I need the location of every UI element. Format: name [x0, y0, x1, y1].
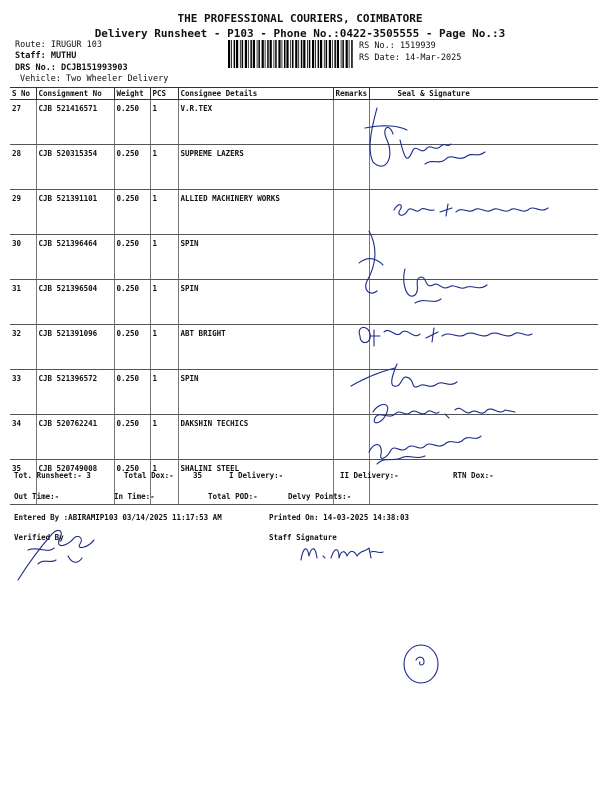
barcode-bar [282, 40, 283, 68]
header-weight: Weight [114, 88, 150, 100]
stamp-circle-ink [398, 640, 444, 686]
tot-runsheet: Tot. Runsheet:- 3 [14, 471, 91, 480]
barcode-bar [245, 40, 247, 68]
barcode-bar [275, 40, 277, 68]
barcode-bar [265, 40, 266, 68]
cell-consignment: CJB 521396504 [36, 280, 114, 325]
signature-ink-row-33 [345, 360, 475, 396]
barcode-bar [250, 40, 252, 68]
cell-pcs: 1 [150, 460, 178, 505]
cell-consignment: CJB 521396572 [36, 370, 114, 415]
cell-consignee: SPIN [178, 280, 333, 325]
ii-delivery: II Delivery:- [340, 471, 399, 480]
table-row [10, 235, 598, 280]
barcode-bar [337, 40, 339, 68]
barcode [228, 40, 354, 68]
barcode-bar [278, 40, 280, 68]
header-consignee: Consignee Details [178, 88, 333, 100]
barcode-bar [301, 40, 303, 68]
cell-sno: 34 [10, 415, 36, 460]
cell-pcs: 1 [150, 100, 178, 145]
barcode-bar [267, 40, 269, 68]
cell-sno: 27 [10, 100, 36, 145]
barcode-bar [298, 40, 299, 68]
entered-by: Entered By :ABIRAMIP103 03/14/2025 11:17:53 AM [14, 513, 222, 522]
cell-sno: 32 [10, 325, 36, 370]
barcode-bar [309, 40, 311, 68]
cell-pcs: 1 [150, 145, 178, 190]
barcode-bar [346, 40, 348, 68]
delvy-points: Delvy Points:- [288, 492, 352, 501]
cell-consignee: DAKSHIN TECHICS [178, 415, 333, 460]
drs-label: DRS No.: DCJB151993903 [15, 63, 128, 73]
total-dox-value: 35 [193, 471, 203, 480]
rs-number: RS No.: 1519939 [359, 41, 436, 51]
barcode-bar [262, 40, 264, 68]
signature-ink-row-34-35 [365, 400, 535, 470]
verified-signature-ink [8, 520, 108, 584]
signature-ink-row-27-28 [355, 100, 515, 180]
barcode-bar [286, 40, 288, 68]
total-dox-label: Total Dox:- [124, 471, 174, 480]
cell-weight: 0.250 [114, 235, 150, 280]
barcode-bar [292, 40, 294, 68]
barcode-bar [312, 40, 314, 68]
cell-sno: 31 [10, 280, 36, 325]
cell-remarks [333, 415, 369, 460]
vehicle-label: Vehicle: Two Wheeler Delivery [20, 74, 169, 84]
document-title: THE PROFESSIONAL COURIERS, COIMBATORE [177, 12, 423, 25]
cell-pcs: 1 [150, 235, 178, 280]
barcode-bar [320, 40, 322, 68]
staff-signature-ink [295, 540, 395, 564]
barcode-bar [274, 40, 275, 68]
cell-consignment: CJB 521391096 [36, 325, 114, 370]
table-header-row [10, 88, 598, 100]
barcode-bar [295, 40, 297, 68]
barcode-bar [228, 40, 230, 68]
barcode-bar [329, 40, 331, 68]
cell-pcs: 1 [150, 325, 178, 370]
cell-consignment: CJB 520762241 [36, 415, 114, 460]
signature-ink-row-32 [350, 322, 540, 352]
cell-consignee: SHALINI STEEL [178, 460, 333, 505]
cell-consignee: SPIN [178, 235, 333, 280]
barcode-bar [351, 40, 353, 68]
cell-pcs: 1 [150, 190, 178, 235]
header-sno: S No [10, 88, 36, 100]
barcode-bar [326, 40, 328, 68]
cell-consignment: CJB 520315354 [36, 145, 114, 190]
cell-consignee: ALLIED MACHINERY WORKS [178, 190, 333, 235]
barcode-bar [234, 40, 236, 68]
cell-consignee: SUPREME LAZERS [178, 145, 333, 190]
barcode-bar [342, 40, 344, 68]
barcode-bar [290, 40, 291, 68]
cell-sno: 30 [10, 235, 36, 280]
cell-consignment: CJB 521396464 [36, 235, 114, 280]
i-delivery: I Delivery:- [229, 471, 284, 480]
cell-sno: 33 [10, 370, 36, 415]
cell-weight: 0.250 [114, 190, 150, 235]
barcode-bar [284, 40, 286, 68]
staff-label: Staff: MUTHU [15, 51, 77, 61]
rs-date: RS Date: 14-Mar-2025 [359, 53, 462, 63]
printed-on: Printed On: 14-03-2025 14:38:03 [269, 513, 409, 522]
barcode-bar [349, 40, 350, 68]
barcode-bar [307, 40, 308, 68]
cell-sno: 35 [10, 460, 36, 505]
barcode-bar [341, 40, 342, 68]
cell-sno: 28 [10, 145, 36, 190]
table-row [10, 280, 598, 325]
barcode-bar [315, 40, 316, 68]
barcode-bar [236, 40, 238, 68]
in-time: In Time:- [114, 492, 155, 501]
total-pod: Total POD:- [208, 492, 258, 501]
header-consignment: Consignment No [36, 88, 114, 100]
cell-weight: 0.250 [114, 325, 150, 370]
barcode-bar [248, 40, 249, 68]
cell-consignment: CJB 520749008 [36, 460, 114, 505]
barcode-bar [242, 40, 244, 68]
barcode-bar [258, 40, 260, 68]
barcode-bar [270, 40, 272, 68]
route-label: Route: IRUGUR 103 [15, 40, 102, 50]
header-seal-signature: Seal & Signature [369, 88, 598, 100]
cell-weight: 0.250 [114, 280, 150, 325]
cell-consignment: CJB 521391101 [36, 190, 114, 235]
barcode-bar [334, 40, 336, 68]
out-time: Out Time:- [14, 492, 60, 501]
cell-consignee: ABT BRIGHT [178, 325, 333, 370]
cell-weight: 0.250 [114, 415, 150, 460]
signature-ink-row-29 [390, 198, 560, 222]
cell-pcs: 1 [150, 415, 178, 460]
cell-weight: 0.250 [114, 145, 150, 190]
cell-weight: 0.250 [114, 370, 150, 415]
barcode-bar [240, 40, 241, 68]
header-pcs: PCS [150, 88, 178, 100]
cell-consignee: V.R.TEX [178, 100, 333, 145]
barcode-bar [332, 40, 333, 68]
cell-weight: 0.250 [114, 100, 150, 145]
header-remarks: Remarks [333, 88, 369, 100]
rtn-dox: RTN Dox:- [453, 471, 494, 480]
document-subtitle: Delivery Runsheet - P103 - Phone No.:0422-3505555 - Page No.:3 [94, 27, 506, 40]
verified-by: Verified By [14, 533, 64, 542]
cell-consignment: CJB 521416571 [36, 100, 114, 145]
barcode-bar [231, 40, 232, 68]
staff-signature-label: Staff Signature [269, 533, 337, 542]
cell-sno: 29 [10, 190, 36, 235]
cell-weight: 0.250 [114, 460, 150, 505]
cell-pcs: 1 [150, 280, 178, 325]
cell-consignee: SPIN [178, 370, 333, 415]
cell-pcs: 1 [150, 370, 178, 415]
barcode-bar [303, 40, 305, 68]
barcode-bar [257, 40, 258, 68]
signature-ink-row-30-31 [355, 225, 505, 315]
barcode-bar [324, 40, 325, 68]
barcode-bar [318, 40, 320, 68]
barcode-bar [253, 40, 255, 68]
